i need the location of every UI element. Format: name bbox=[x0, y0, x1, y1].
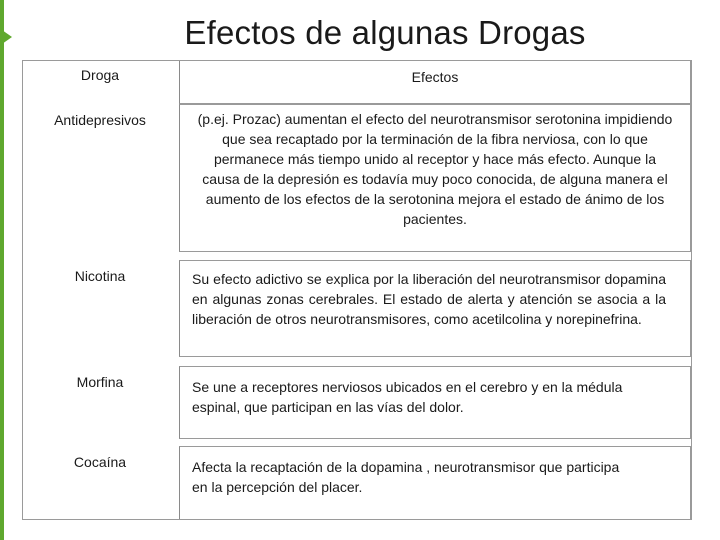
table-row bbox=[22, 104, 692, 252]
drug-name: Antidepresivos bbox=[54, 112, 146, 128]
drug-name: Cocaína bbox=[73, 454, 127, 470]
arrow-icon bbox=[2, 30, 12, 44]
slide-title: Efectos de algunas Drogas bbox=[184, 14, 586, 51]
accent-bar bbox=[0, 0, 4, 540]
drug-effect: Se une a receptores nerviosos ubicados en el cerebro y en la médula espinal, que participan en las vías del dolor. bbox=[179, 366, 691, 439]
table-row bbox=[22, 260, 692, 357]
drug-effects-table bbox=[22, 60, 692, 520]
table-header-row bbox=[22, 60, 692, 104]
drug-effect: (p.ej. Prozac) aumentan el efecto del neurotransmisor serotonina impidiendo que sea recaptado por la terminación de la fibra nerviosa, con lo que permanece más tiempo unido al receptor y hace más efecto. Aunque la causa de la depresión es todavía muy poco conocida, de alguna manera el aumento de los efectos de la serotonina mejora el estado de ánimo de los pacientes. bbox=[179, 104, 691, 252]
drug-effect: Afecta la recaptación de la dopamina , neurotransmisor que participa en la percepción del placer. bbox=[179, 446, 691, 520]
drug-name: Nicotina bbox=[74, 268, 126, 284]
drug-name: Morfina bbox=[76, 374, 124, 390]
table-row bbox=[22, 366, 692, 439]
header-efectos: Efectos bbox=[179, 60, 691, 104]
drug-effect: Su efecto adictivo se explica por la liberación del neurotransmisor dopamina en algunas zonas cerebrales. El estado de alerta y atención se asocia a la liberación de otros neurotransmisores, como acetilcolina y norepinefrina. bbox=[179, 260, 691, 357]
table-row bbox=[22, 446, 692, 520]
header-droga: Droga bbox=[80, 67, 120, 83]
